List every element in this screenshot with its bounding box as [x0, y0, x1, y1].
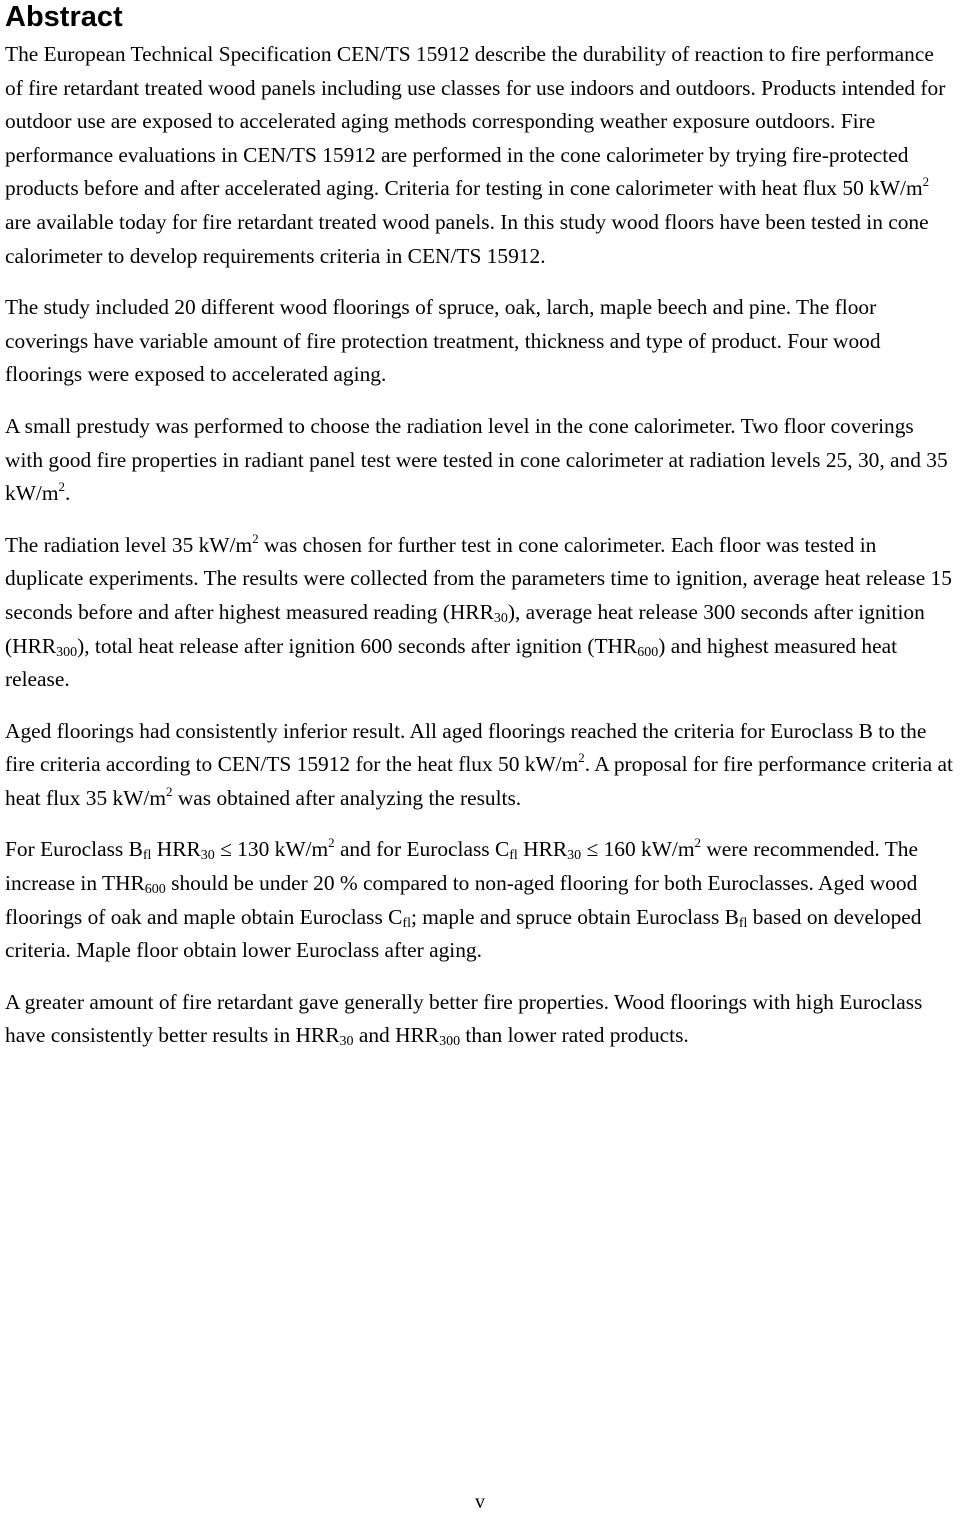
subscript: 30: [493, 610, 508, 626]
paragraph-5: [5, 715, 955, 816]
paragraph-4: [5, 529, 955, 697]
superscript: 2: [328, 835, 335, 851]
text-run: . A proposal for fire performance criteria at heat flux 35 kW/m: [5, 752, 953, 810]
text-run: ≤ 130 kW/m: [214, 837, 329, 862]
superscript: 2: [58, 479, 65, 495]
superscript: 2: [694, 835, 701, 851]
document-page: [5, 0, 955, 1053]
text-run: A small prestudy was performed to choose the radiation level in the cone calorimeter. Two floor coverings with good fire properties in radiant panel test were tested in cone calorimeter at radiation levels 25, 30, and 35 kW/m: [5, 413, 948, 506]
subscript: fl: [738, 915, 748, 931]
paragraph-1: [5, 38, 955, 273]
subscript: 300: [439, 1034, 461, 1050]
paragraph-7: [5, 986, 955, 1053]
subscript: 30: [339, 1034, 354, 1050]
superscript: 2: [922, 174, 930, 190]
text-run: was chosen for further test in cone calorimeter. Each floor was tested in duplicate experiments. The results were collected from the parameters time to ignition, average heat release 15 seconds before and after highest measured reading (HRR: [5, 532, 952, 624]
text-run: The European Technical Specification CEN/TS 15912 describe the durability of reaction to fire performance of fire retardant treated wood panels including use classes for use indoors and outdoors. Products intended for outdoor use are exposed to accelerated aging methods corresponding weather exposure outdoors. Fire performance evaluations in CEN/TS 15912 are performed in the cone calorimeter by trying fire-protected products before and after accelerated aging. Criteria for testing in cone calorimeter with heat flux 50 kW/m: [5, 42, 946, 201]
text-run: should be under 20 % compared to non-aged flooring for both Euroclasses. Aged wood floorings of oak and maple obtain Euroclass C: [5, 871, 918, 929]
paragraph-2: The study included 20 different wood floorings of spruce, oak, larch, maple beech and pine. The floor coverings have variable amount of fire protection treatment, thickness and type of product. Four wood floorings were exposed to accelerated aging.: [5, 295, 881, 387]
text-run: Aged floorings had consistently inferior result. All aged floorings reached the criteria for Euroclass B to the fire criteria according to CEN/TS 15912 for the heat flux 50 kW/m: [5, 718, 927, 777]
text-run: and HRR: [353, 1023, 440, 1048]
subscript: fl: [509, 848, 518, 864]
text-run: ), total heat release after ignition 600 seconds after ignition (THR: [77, 633, 638, 658]
subscript: 30: [567, 848, 582, 864]
text-run: HRR: [517, 837, 568, 862]
subscript: fl: [142, 848, 152, 864]
text-run: than lower rated products.: [460, 1023, 689, 1048]
text-run: .: [64, 481, 71, 506]
text-run: and for Euroclass C: [334, 837, 510, 862]
subscript: 300: [56, 644, 78, 660]
text-run: ), average heat release 300 seconds after ignition (HRR: [5, 599, 925, 658]
text-run: were recommended. The increase in THR: [5, 837, 918, 896]
text-run: ) and highest measured heat release.: [5, 633, 898, 692]
subscript: 30: [200, 848, 215, 864]
superscript: 2: [252, 530, 259, 546]
text-run: ; maple and spruce obtain Euroclass B: [410, 904, 739, 929]
paragraph-6: [5, 833, 955, 967]
subscript: fl: [402, 915, 411, 931]
text-run: A greater amount of fire retardant gave generally better fire properties. Wood floorings with high Euroclass have consistently better results in HRR: [5, 989, 923, 1048]
text-run: ≤ 160 kW/m: [581, 837, 695, 862]
text-run: based on developed criteria. Maple floor obtain lower Euroclass after aging.: [5, 904, 922, 963]
text-run: The radiation level 35 kW/m: [5, 532, 253, 557]
text-run: HRR: [151, 837, 201, 862]
superscript: 2: [578, 750, 585, 766]
subscript: 600: [637, 644, 659, 660]
text-run: For Euroclass B: [5, 837, 143, 862]
text-run: was obtained after analyzing the results.: [172, 785, 522, 810]
subscript: 600: [144, 882, 166, 898]
page-number: v: [475, 1491, 485, 1513]
abstract-heading: Abstract: [5, 1, 123, 33]
text-run: are available today for fire retardant treated wood panels. In this study wood floors have been tested in cone calorimeter to develop requirements criteria in CEN/TS 15912.: [5, 209, 929, 268]
paragraph-3: [5, 410, 955, 511]
superscript: 2: [165, 783, 173, 799]
